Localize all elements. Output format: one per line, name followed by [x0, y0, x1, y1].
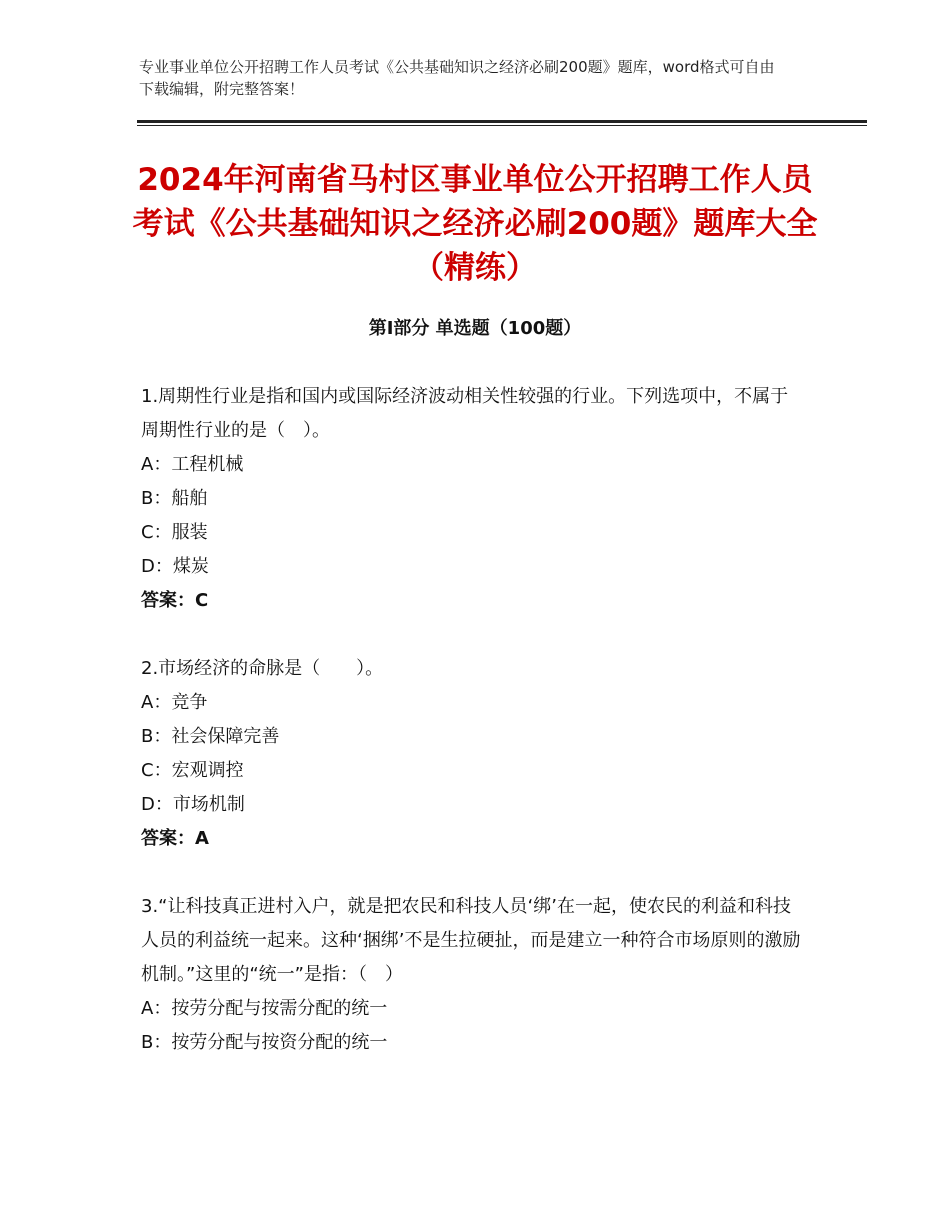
- answer: 答案：A: [141, 828, 209, 849]
- answer: 答案：C: [141, 590, 209, 611]
- question-list: [141, 380, 801, 1094]
- question-stem: 3.“让科技真正进村入户，就是把农民和科技人员‘绑’在一起，使农民的利益和科技人员的利益统一起来。这种‘捆绑’不是生拉硬扯，而是建立一种符合市场原则的激励机制。”这里的“统一”是指：（ ）: [141, 896, 801, 985]
- question-stem: 2.市场经济的命脉是（ ）。: [141, 658, 384, 679]
- question-1: [141, 380, 801, 618]
- option-b: B：社会保障完善: [141, 726, 280, 747]
- option-a: A：按劳分配与按需分配的统一: [141, 998, 388, 1019]
- option-c: C：宏观调控: [141, 760, 244, 781]
- header-rule-thick: [137, 120, 867, 123]
- header-note: 专业事业单位公开招聘工作人员考试《公共基础知识之经济必刷200题》题库，word格式可自由下载编辑，附完整答案！: [139, 58, 775, 98]
- question-2: [141, 652, 801, 856]
- option-d: D：市场机制: [141, 794, 245, 815]
- option-c: C：服装: [141, 522, 208, 543]
- option-a: A：工程机械: [141, 454, 244, 475]
- option-d: D：煤炭: [141, 556, 209, 577]
- question-stem: 1.周期性行业是指和国内或国际经济波动相关性较强的行业。下列选项中，不属于周期性行业的是（ ）。: [141, 386, 789, 441]
- option-b: B：按劳分配与按资分配的统一: [141, 1032, 388, 1053]
- question-3: [141, 890, 801, 1060]
- section-heading: 第Ⅰ部分 单选题（100题）: [368, 318, 582, 339]
- document-title: 2024年河南省马村区事业单位公开招聘工作人员考试《公共基础知识之经济必刷200题》题库大全（精练）: [132, 162, 818, 286]
- option-a: A：竞争: [141, 692, 208, 713]
- option-b: B：船舶: [141, 488, 208, 509]
- header-rule-thin: [137, 125, 867, 126]
